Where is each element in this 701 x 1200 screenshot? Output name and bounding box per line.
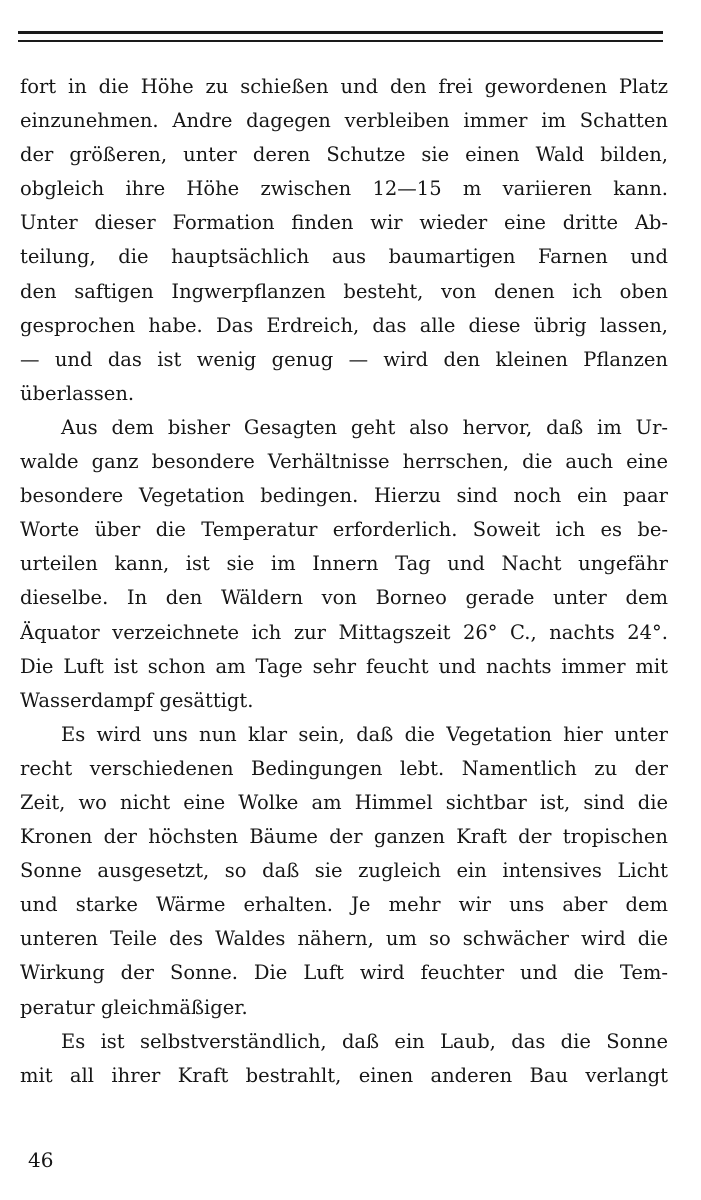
header-rule-top — [18, 31, 663, 34]
text-line: obgleich ihre Höhe zwischen 12—15 m variieren kann. — [20, 177, 668, 201]
text-line: Die Luft ist schon am Tage sehr feucht und nachts immer mit — [20, 654, 668, 678]
text-line: — und das ist wenig genug — wird den kleinen Pflanzen — [20, 347, 668, 371]
paragraph — [20, 1025, 668, 1093]
text-line: Sonne ausgesetzt, so daß sie zugleich ein intensives Licht — [20, 859, 668, 883]
text-line: überlassen. — [20, 381, 135, 405]
text-line: unteren Teile des Waldes nähern, um so schwächer wird die — [20, 927, 668, 951]
text-line: Aus dem bisher Gesagten geht also hervor, daß im Ur- — [61, 415, 668, 439]
text-line: Wirkung der Sonne. Die Luft wird feuchter und die Tem- — [20, 961, 668, 985]
text-line: gesprochen habe. Das Erdreich, das alle diese übrig lassen, — [20, 313, 668, 337]
text-line: walde ganz besondere Verhältnisse herrschen, die auch eine — [20, 450, 668, 474]
text-line: den saftigen Ingwerpflanzen besteht, von denen ich oben — [20, 279, 668, 303]
text-line: mit all ihrer Kraft bestrahlt, einen anderen Bau verlangt — [20, 1063, 668, 1087]
text-line: dieselbe. In den Wäldern von Borneo gerade unter dem — [20, 586, 668, 610]
text-line: Es ist selbstverständlich, daß ein Laub, das die Sonne — [61, 1029, 668, 1053]
text-line: Es wird uns nun klar sein, daß die Vegetation hier unter — [61, 722, 668, 746]
paragraph — [20, 718, 668, 1025]
paragraph — [20, 411, 668, 718]
text-line: Zeit, wo nicht eine Wolke am Himmel sichtbar ist, sind die — [20, 790, 668, 814]
text-line: fort in die Höhe zu schießen und den frei gewordenen Platz — [20, 75, 668, 98]
page-number: 46 — [28, 1148, 54, 1172]
paragraph — [20, 70, 668, 411]
text-line: und starke Wärme erhalten. Je mehr wir uns aber dem — [20, 893, 668, 917]
text-line: peratur gleichmäßiger. — [20, 995, 248, 1019]
text-line: einzunehmen. Andre dagegen verbleiben immer im Schatten — [20, 109, 668, 133]
text-line: teilung, die hauptsächlich aus baumartigen Farnen und — [20, 245, 668, 269]
text-line: besondere Vegetation bedingen. Hierzu sind noch ein paar — [20, 484, 668, 508]
text-line: recht verschiedenen Bedingungen lebt. Namentlich zu der — [20, 756, 668, 780]
text-line: Unter dieser Formation finden wir wieder eine dritte Ab- — [20, 211, 668, 235]
text-line: urteilen kann, ist sie im Innern Tag und Nacht ungefähr — [20, 552, 668, 576]
text-line: Wasserdampf gesättigt. — [20, 688, 254, 712]
text-line: Kronen der höchsten Bäume der ganzen Kraft der tropischen — [20, 825, 668, 849]
text-line: Worte über die Temperatur erforderlich. Soweit ich es be- — [20, 518, 668, 542]
text-line: der größeren, unter deren Schutze sie einen Wald bilden, — [20, 143, 668, 167]
header-rule-bottom — [18, 40, 663, 42]
text-line: Äquator verzeichnete ich zur Mittagszeit 26° C., nachts 24°. — [20, 620, 668, 644]
body-text — [20, 70, 668, 1093]
